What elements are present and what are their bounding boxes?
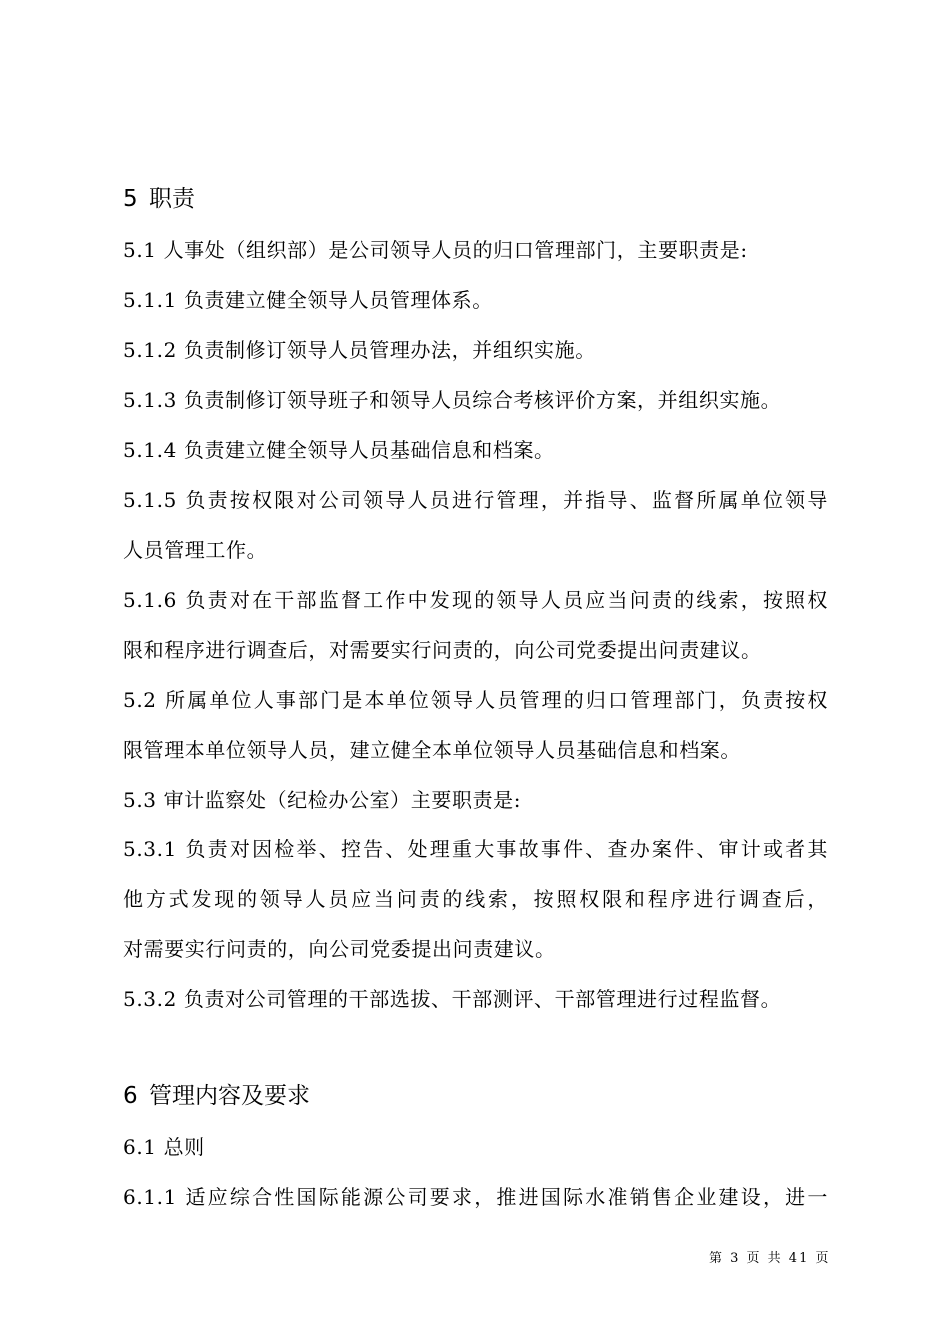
paragraph-line: 5.1.1 负责建立健全领导人员管理体系。 [123, 288, 493, 312]
paragraph-line: 5.2 所属单位人事部门是本单位领导人员管理的归口管理部门，负责按权 [123, 688, 828, 712]
paragraph-line: 5.1.4 负责建立健全领导人员基础信息和档案。 [123, 438, 555, 462]
section-5-title: 职责 [149, 186, 195, 212]
section-6-number: 6 [123, 1083, 138, 1109]
paragraph-line: 6.1.1 适应综合性国际能源公司要求，推进国际水准销售企业建设，进一 [123, 1185, 828, 1209]
page-number-footer: 第 3 页 共 41 页 [709, 1251, 831, 1266]
paragraph-line: 5.1 人事处（组织部）是公司领导人员的归口管理部门，主要职责是: [123, 238, 748, 262]
paragraph-line: 5.1.3 负责制修订领导班子和领导人员综合考核评价方案，并组织实施。 [123, 388, 782, 412]
paragraph-line: 5.3.2 负责对公司管理的干部选拔、干部测评、干部管理进行过程监督。 [123, 987, 782, 1011]
section-5-heading [123, 184, 195, 214]
section-6-title: 管理内容及要求 [149, 1083, 310, 1109]
paragraph-line: 5.3.1 负责对因检举、控告、处理重大事故事件、查办案件、审计或者其 [123, 837, 828, 861]
paragraph-line: 5.1.5 负责按权限对公司领导人员进行管理，并指导、监督所属单位领导 [123, 488, 828, 512]
paragraph-line: 对需要实行问责的，向公司党委提出问责建议。 [123, 937, 556, 961]
paragraph-line: 人员管理工作。 [123, 538, 268, 562]
paragraph-line: 限管理本单位领导人员，建立健全本单位领导人员基础信息和档案。 [123, 738, 741, 762]
section-5-number: 5 [123, 186, 138, 212]
section-6-heading [123, 1081, 310, 1111]
paragraph-line: 5.1.6 负责对在干部监督工作中发现的领导人员应当问责的线索，按照权 [123, 588, 828, 612]
paragraph-line: 6.1 总则 [123, 1135, 205, 1159]
paragraph-line: 限和程序进行调查后，对需要实行问责的，向公司党委提出问责建议。 [123, 638, 762, 662]
paragraph-line: 5.3 审计监察处（纪检办公室）主要职责是: [123, 788, 522, 812]
paragraph-line: 5.1.2 负责制修订领导人员管理办法，并组织实施。 [123, 338, 596, 362]
paragraph-line: 他方式发现的领导人员应当问责的线索，按照权限和程序进行调查后， [123, 887, 828, 911]
